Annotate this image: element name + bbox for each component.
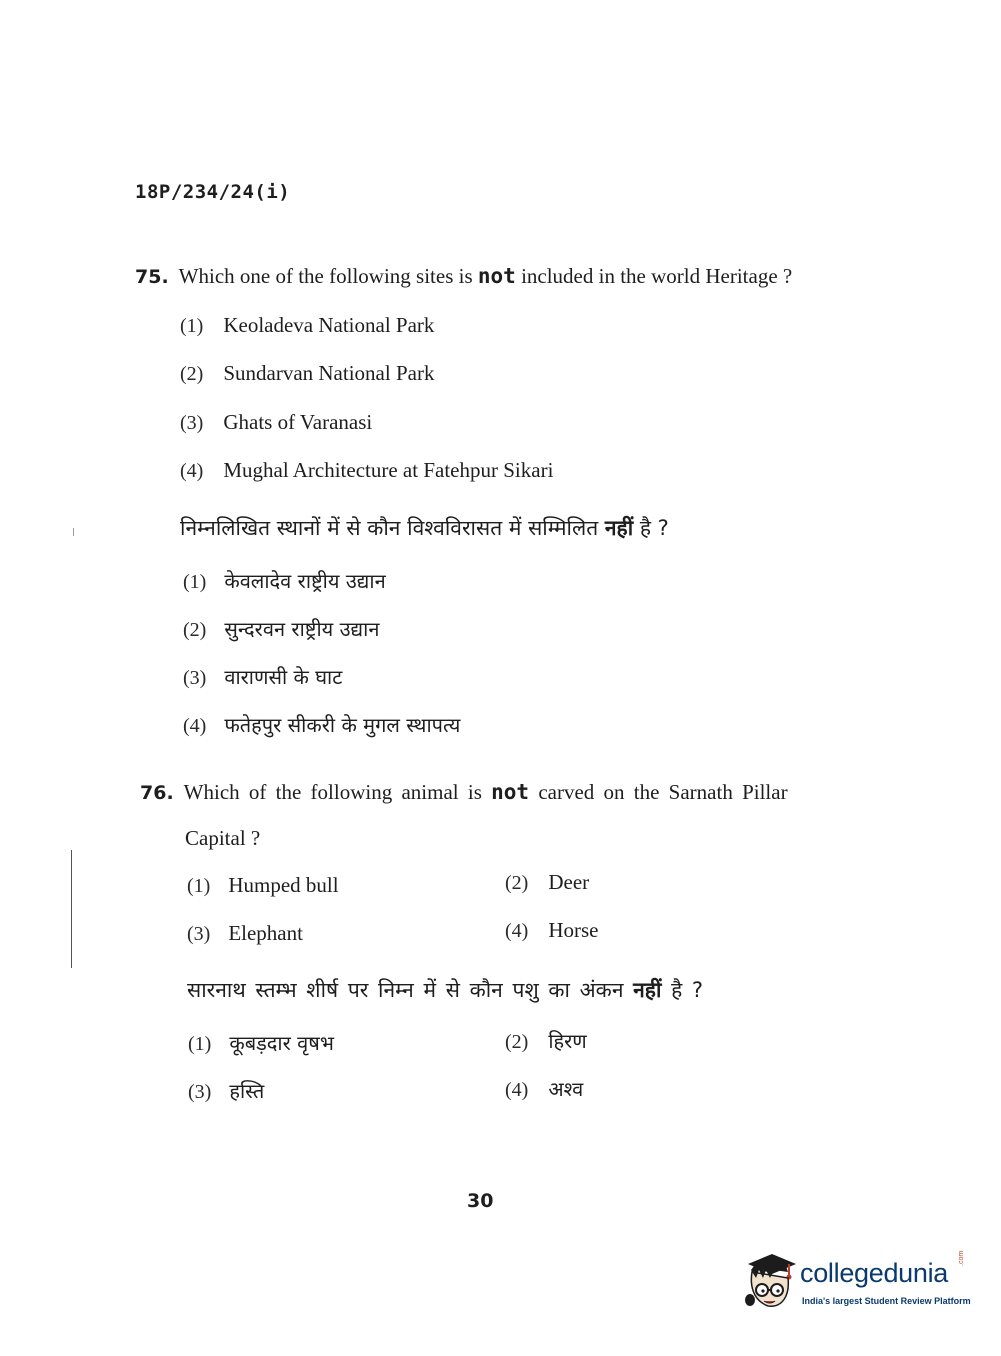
option-text: हिरण xyxy=(548,1029,587,1053)
mascot-icon xyxy=(742,1250,800,1312)
option-text: Mughal Architecture at Fatehpur Sikari xyxy=(223,458,554,482)
option-1 xyxy=(187,873,339,898)
option-2 xyxy=(180,361,434,386)
margin-dot xyxy=(73,528,74,536)
option-number: (1) xyxy=(187,875,211,897)
question-76-line xyxy=(140,780,788,805)
option-number: (4) xyxy=(183,715,207,737)
option-4 xyxy=(180,458,553,483)
brand-domain-suffix: .com xyxy=(958,1250,965,1266)
hindi-option-2 xyxy=(505,1027,587,1054)
hindi-option-3 xyxy=(183,663,342,690)
option-text: अश्व xyxy=(548,1077,584,1101)
question-text: Which of the following animal is not carved on the Sarnath Pillar xyxy=(183,780,788,804)
margin-mark xyxy=(71,850,72,968)
option-text: फतेहपुर सीकरी के मुगल स्थापत्य xyxy=(224,713,461,737)
hindi-option-1 xyxy=(183,567,386,594)
option-text: Deer xyxy=(548,870,590,894)
option-number: (3) xyxy=(183,667,207,689)
question-number: 75. xyxy=(135,266,169,288)
option-text: Keoladeva National Park xyxy=(223,313,435,337)
option-number: (3) xyxy=(180,412,204,434)
option-text: Ghats of Varanasi xyxy=(223,410,373,434)
question-text: Which one of the following sites is not included in the world Heritage ? xyxy=(178,264,793,288)
question-number: 76. xyxy=(140,782,174,804)
option-text: वाराणसी के घाट xyxy=(224,665,343,689)
option-number: (2) xyxy=(180,363,204,385)
option-text: कूबड़दार वृषभ xyxy=(229,1031,334,1055)
option-number: (3) xyxy=(187,923,211,945)
option-1 xyxy=(180,313,434,338)
option-number: (4) xyxy=(505,1079,529,1101)
hindi-option-1 xyxy=(188,1029,334,1056)
option-number: (3) xyxy=(188,1081,212,1103)
brand-tagline: India's largest Student Review Platform xyxy=(802,1296,971,1306)
option-number: (2) xyxy=(505,872,529,894)
question-text-continued: Capital ? xyxy=(185,826,261,850)
option-text: Horse xyxy=(548,918,599,942)
hindi-option-3 xyxy=(188,1077,264,1104)
option-text: Humped bull xyxy=(228,873,339,897)
page-number: 30 xyxy=(467,1190,494,1212)
option-text: सुन्दरवन राष्ट्रीय उद्यान xyxy=(224,617,380,641)
option-3 xyxy=(187,921,303,946)
option-number: (1) xyxy=(183,571,207,593)
option-number: (2) xyxy=(505,1031,529,1053)
option-text: हस्ति xyxy=(229,1079,265,1103)
option-4 xyxy=(505,918,598,943)
question-76-hindi: सारनाथ स्तम्भ शीर्ष पर निम्न में से कौन पशु का अंकन नहीं है ? xyxy=(187,978,704,1002)
question-75-line xyxy=(135,264,792,289)
option-number: (1) xyxy=(180,315,204,337)
option-text: Sundarvan National Park xyxy=(223,361,435,385)
hindi-option-4 xyxy=(183,711,460,738)
question-75-hindi: निम्नलिखित स्थानों में से कौन विश्वविरासत में सम्मिलित नहीं है ? xyxy=(180,516,669,540)
option-2 xyxy=(505,870,589,895)
paper-code: 18P/234/24(i) xyxy=(135,181,291,203)
brand-name: collegedunia xyxy=(800,1258,949,1288)
hindi-option-2 xyxy=(183,615,379,642)
option-text: Elephant xyxy=(228,921,303,945)
option-number: (1) xyxy=(188,1033,212,1055)
option-number: (4) xyxy=(505,920,529,942)
hindi-option-4 xyxy=(505,1075,583,1102)
option-3 xyxy=(180,410,372,435)
option-text: केवलादेव राष्ट्रीय उद्यान xyxy=(224,569,386,593)
option-number: (2) xyxy=(183,619,207,641)
option-number: (4) xyxy=(180,460,204,482)
collegedunia-logo xyxy=(742,1248,972,1318)
